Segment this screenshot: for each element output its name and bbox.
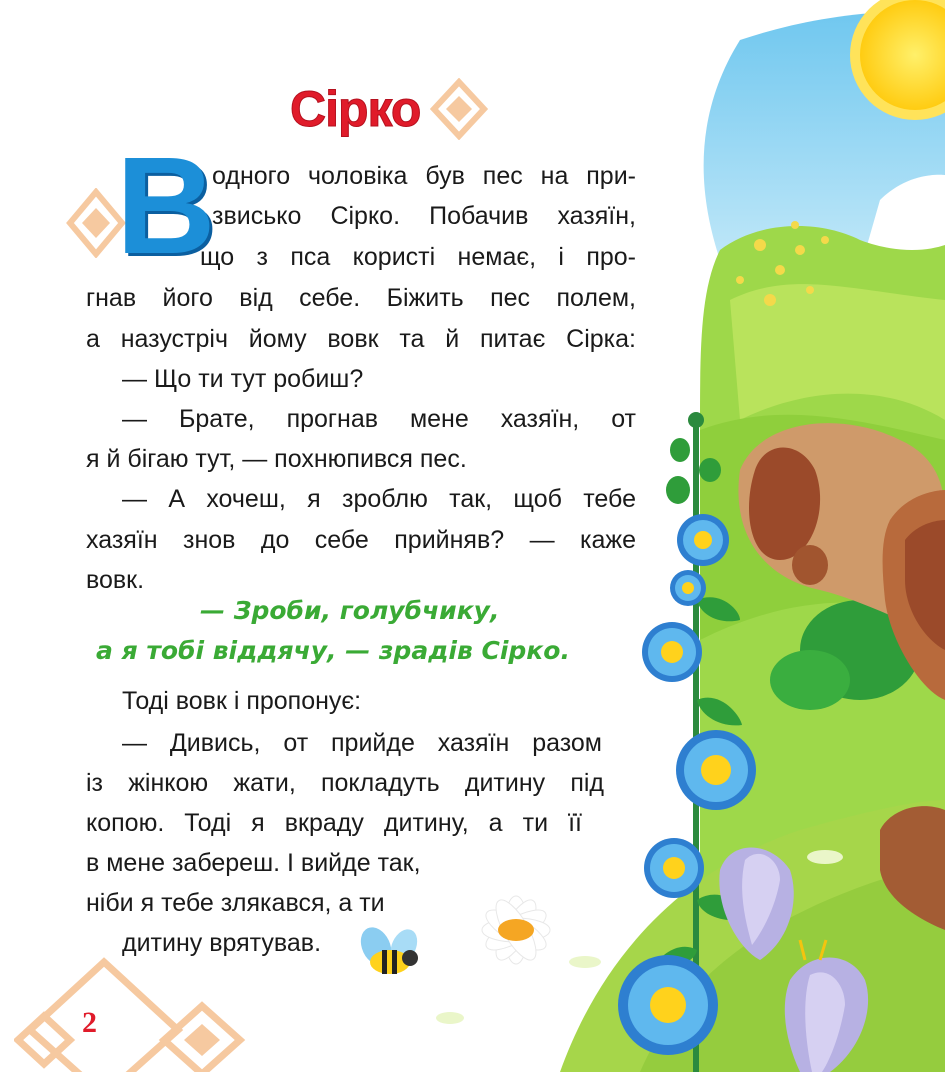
text-line: звисько Сірко. Побачив хазяїн, <box>212 202 636 230</box>
daisy-icon <box>481 895 552 966</box>
text-line: в мене забереш. І вийде так, <box>86 849 421 877</box>
text-line: — А хочеш, я зроблю так, щоб тебе <box>122 485 636 513</box>
text-line: ніби я тебе злякався, а ти <box>86 889 385 917</box>
text-line: дитину врятував. <box>122 929 322 957</box>
text-line: — Дивись, от прийде хазяїн разом <box>122 729 602 757</box>
text-line: я й бігаю тут, — похнюпився пес. <box>86 445 467 473</box>
text-line: — Що ти тут робиш? <box>122 365 364 393</box>
text-line: одного чоловіка був пес на при- <box>212 162 636 190</box>
text-line: із жінкою жати, покладуть дитину під <box>86 769 604 797</box>
story-title: Сірко <box>290 81 421 137</box>
text-line: — Брате, прогнав мене хазяїн, от <box>122 405 636 433</box>
drop-cap: В <box>116 129 216 283</box>
text-line: гнав його від себе. Біжить пес полем, <box>86 284 636 312</box>
page-number: 2 <box>82 1006 97 1039</box>
ornament-icon <box>430 78 488 140</box>
text-line: хазяїн знов до себе прийняв? — каже <box>86 526 636 554</box>
text-line: вовк. <box>86 566 145 594</box>
text-line: що з пса користі немає, і про- <box>200 243 636 271</box>
text-line: Тоді вовк і пропонує: <box>122 687 362 715</box>
text-line: а назустріч йому вовк та й питає Сірка: <box>86 325 636 353</box>
text-line: копою. Тоді я вкраду дитину, а ти її <box>86 809 582 837</box>
bee-icon <box>355 922 422 974</box>
green-dialogue-line: а я тобі віддячу, — зрадів Сірко. <box>96 636 570 665</box>
ornament-icon <box>14 956 254 1072</box>
green-dialogue-line: — Зроби, голубчику, <box>200 596 500 625</box>
